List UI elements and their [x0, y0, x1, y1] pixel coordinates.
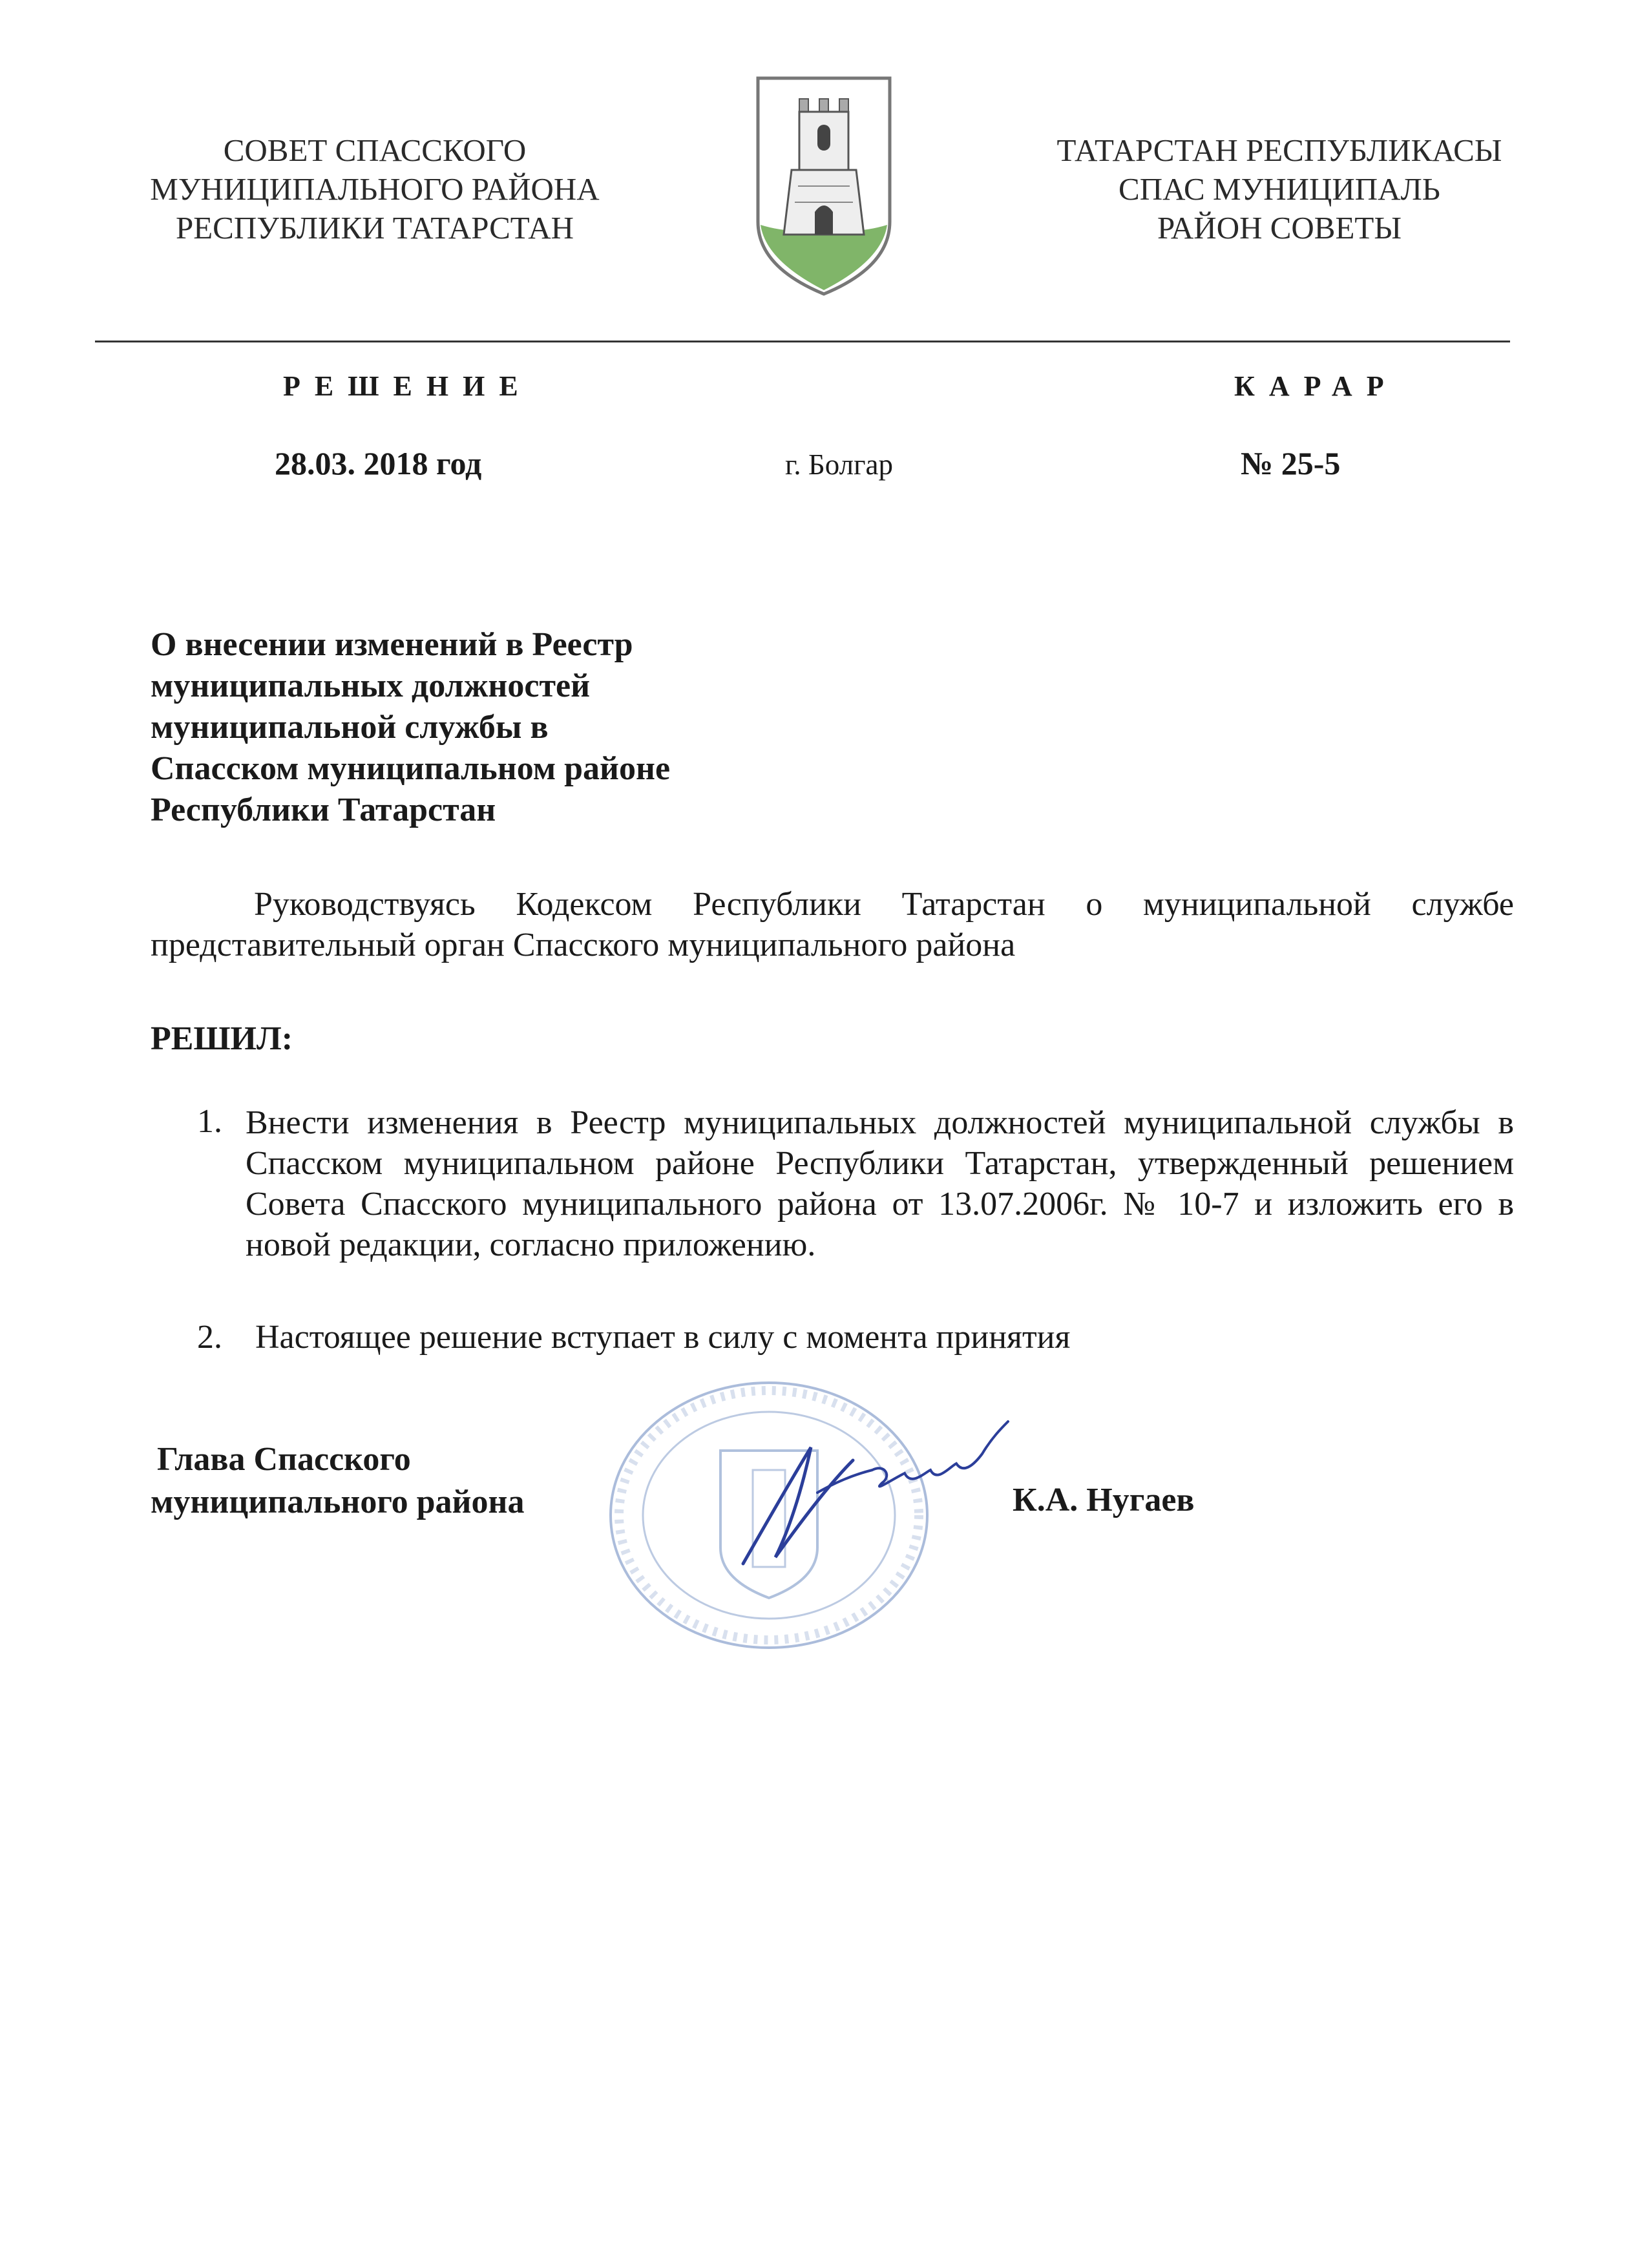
subject-line-5: Республики Татарстан	[151, 792, 496, 828]
signer-name: К.А. Нугаев	[1013, 1482, 1195, 1518]
signer-title	[151, 1438, 524, 1524]
doc-city: г. Болгар	[785, 448, 894, 481]
subject-line-2: муниципальных должностей	[151, 667, 591, 704]
item-text: Настоящее решение вступает в силу с момента принятия	[255, 1319, 1071, 1356]
doc-number: № 25-5	[1241, 445, 1341, 481]
item-number: 1.	[197, 1103, 222, 1140]
handwritten-signature	[698, 1402, 1021, 1570]
right-org-line-1: ТАТАРСТАН РЕСПУБЛИКАСЫ	[1056, 132, 1502, 168]
tower-coat-of-arms-icon	[753, 73, 895, 299]
subject-line-3: муниципальной службы в	[151, 709, 549, 746]
signer-title-line-1: Глава Спасского	[157, 1441, 411, 1478]
resolved-label: РЕШИЛ:	[151, 1020, 293, 1057]
right-org-line-3: РАЙОН СОВЕТЫ	[1157, 210, 1402, 246]
left-org-line-3: РЕСПУБЛИКИ ТАТАРСТАН	[175, 210, 574, 246]
right-org-line-2: СПАС МУНИЦИПАЛЬ	[1119, 171, 1440, 207]
right-org-name	[1008, 131, 1551, 247]
doc-date: 28.03. 2018 год	[275, 445, 482, 481]
left-org-line-2: МУНИЦИПАЛЬНОГО РАЙОНА	[150, 171, 600, 207]
left-org-line-1: СОВЕТ СПАССКОГО	[223, 132, 527, 168]
left-org-name	[116, 131, 633, 247]
item-number: 2.	[197, 1319, 222, 1356]
preamble-paragraph: Руководствуясь Кодексом Республики Татарстан о муниципальной службе представительный орган Спасского муниципального района	[151, 886, 1514, 963]
header-divider	[95, 341, 1510, 342]
subject-line-1: О внесении изменений в Реестр	[151, 626, 633, 663]
doc-subject	[151, 624, 670, 831]
subject-line-4: Спасском муниципальном районе	[151, 750, 671, 787]
doc-type-tt: КАРАР	[1234, 370, 1398, 402]
signer-title-line-2: муниципального района	[151, 1484, 525, 1520]
item-text: Внести изменения в Реестр муниципальных должностей муниципальной службы в Спасском муниципальном районе Республики Татарстан, утвержденный решением Совета Спасского муниципального района от 13.07.2006г. № 10-7 и изложить его в новой редакции, согласно приложению.	[246, 1104, 1514, 1263]
doc-type-ru: РЕШЕНИЕ	[283, 370, 532, 402]
